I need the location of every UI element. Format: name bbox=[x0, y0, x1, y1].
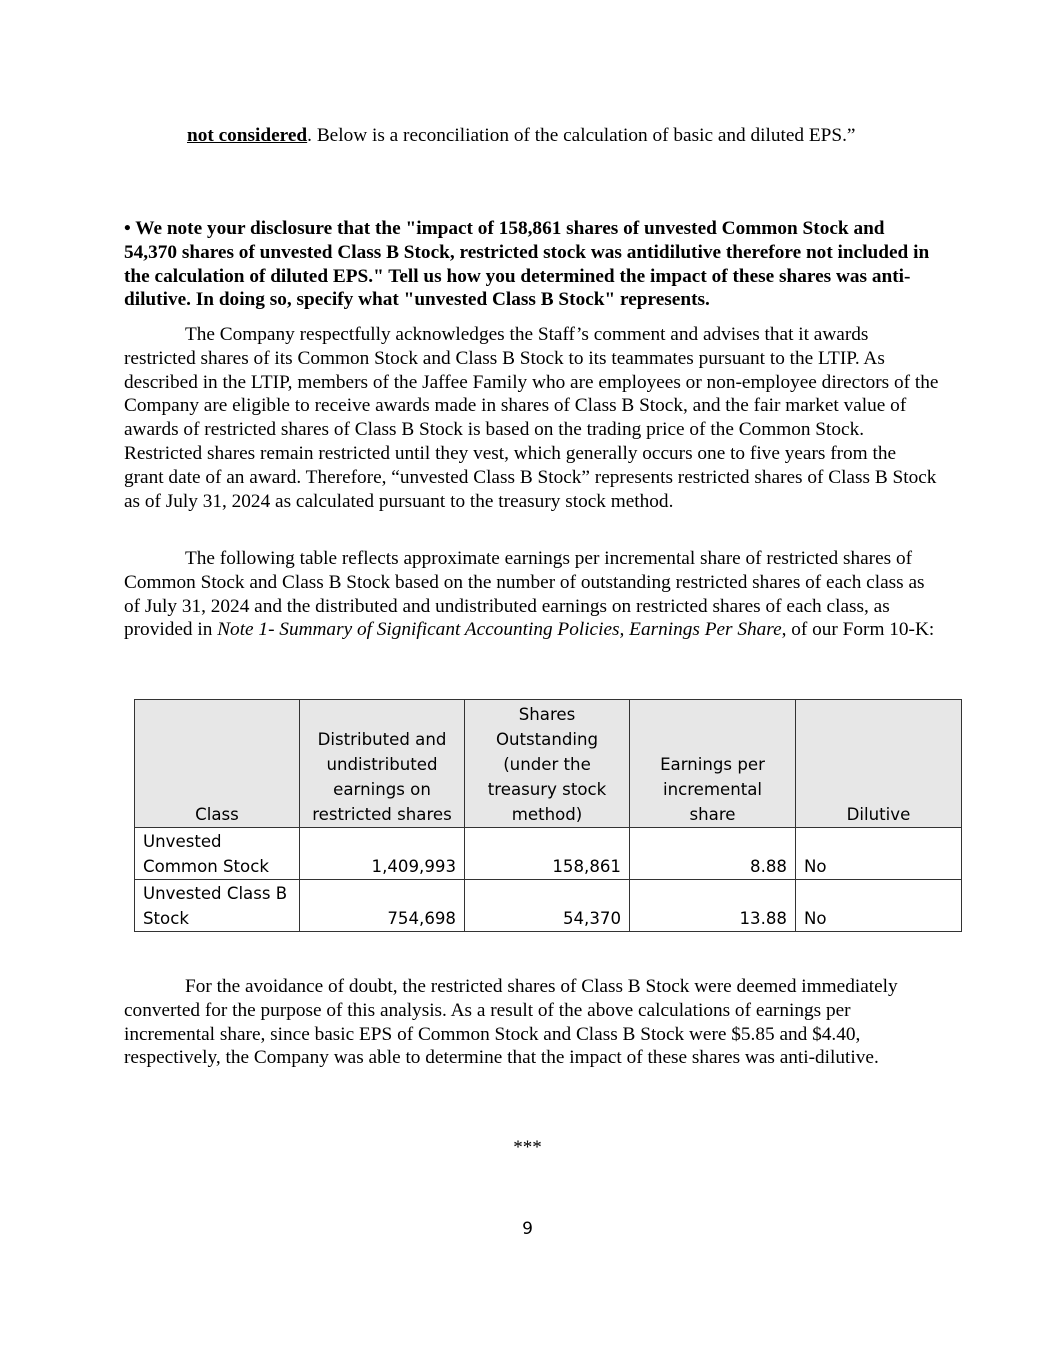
response-paragraph-3 bbox=[124, 975, 939, 1070]
cell-earnings: 1,409,993 bbox=[300, 828, 465, 880]
note-reference: Note 1- Summary of Significant Accounting Policies, Earnings Per Share bbox=[217, 619, 782, 641]
table-header-row bbox=[135, 700, 962, 828]
page-number: 9 bbox=[522, 1219, 533, 1239]
cell-class: Unvested Common Stock bbox=[135, 828, 300, 880]
cell-shares: 158,861 bbox=[465, 828, 630, 880]
response-paragraph-1-text: The Company respectfully acknowledges the Staff’s comment and advises that it awards restricted shares of its Common Stock and Class B Stock to its teammates pursuant to the LTIP. As described in the LTIP, members of the Jaffee Family who are employees or non-employee directors of the Company are eligible to receive awards made in shares of Class B Stock, and the fair market value of awards of restricted shares of Class B Stock is based on the trading price of the Common Stock. Restricted shares remain restricted until they vest, which generally occurs one to five years from the grant date of an award. Therefore, “unvested Class B Stock” represents restricted shares of Class B Stock as of July 31, 2024 as calculated pursuant to the treasury stock method. bbox=[124, 324, 939, 512]
eps-table bbox=[134, 699, 962, 932]
response-paragraph-2-end: , of our Form 10-K: bbox=[781, 619, 935, 641]
table-row bbox=[135, 880, 962, 932]
table-row bbox=[135, 828, 962, 880]
cell-class: Unvested Class B Stock bbox=[135, 880, 300, 932]
response-paragraph-1 bbox=[124, 323, 939, 513]
cell-earnings: 754,698 bbox=[300, 880, 465, 932]
header-shares-outstanding: Shares Outstanding (under the treasury stock method) bbox=[465, 700, 630, 828]
underlined-emphasis: not considered bbox=[187, 125, 308, 146]
cell-dilutive: No bbox=[796, 828, 962, 880]
header-dilutive: Dilutive bbox=[796, 700, 962, 828]
response-paragraph-2-text: The following table reflects approximate earnings per incremental share of restricted shares of Common Stock and Class B Stock based on the number of outstanding restricted shares of each class as of July 31, 2024 and the distributed and undistributed earnings on restricted shares of each class, as provided in bbox=[124, 548, 925, 641]
cell-eps: 13.88 bbox=[630, 880, 796, 932]
cell-dilutive: No bbox=[796, 880, 962, 932]
cell-shares: 54,370 bbox=[465, 880, 630, 932]
cell-eps: 8.88 bbox=[630, 828, 796, 880]
section-separator: *** bbox=[513, 1137, 542, 1158]
quote-continuation-text: . Below is a reconciliation of the calculation of basic and diluted EPS.” bbox=[307, 125, 856, 146]
quoted-response-continuation bbox=[187, 124, 907, 148]
response-paragraph-2 bbox=[124, 547, 939, 642]
staff-comment: • We note your disclosure that the "impact of 158,861 shares of unvested Common Stock and 54,370 shares of unvested Class B Stock, restricted stock was antidilutive therefore not included in the calculation of diluted EPS." Tell us how you determined the impact of these shares was anti-dilutive. In doing so, specify what "unvested Class B Stock" represents. bbox=[124, 218, 930, 311]
response-paragraph-3-text: For the avoidance of doubt, the restricted shares of Class B Stock were deemed immediately converted for the purpose of this analysis. As a result of the above calculations of earnings per incremental share, since basic EPS of Common Stock and Class B Stock were $5.85 and $4.40, respectively, the Company was able to determine that the impact of these shares was anti-dilutive. bbox=[124, 976, 898, 1069]
header-earnings-per-share: Earnings per incremental share bbox=[630, 700, 796, 828]
header-earnings: Distributed and undistributed earnings on restricted shares bbox=[300, 700, 465, 828]
header-class: Class bbox=[135, 700, 300, 828]
